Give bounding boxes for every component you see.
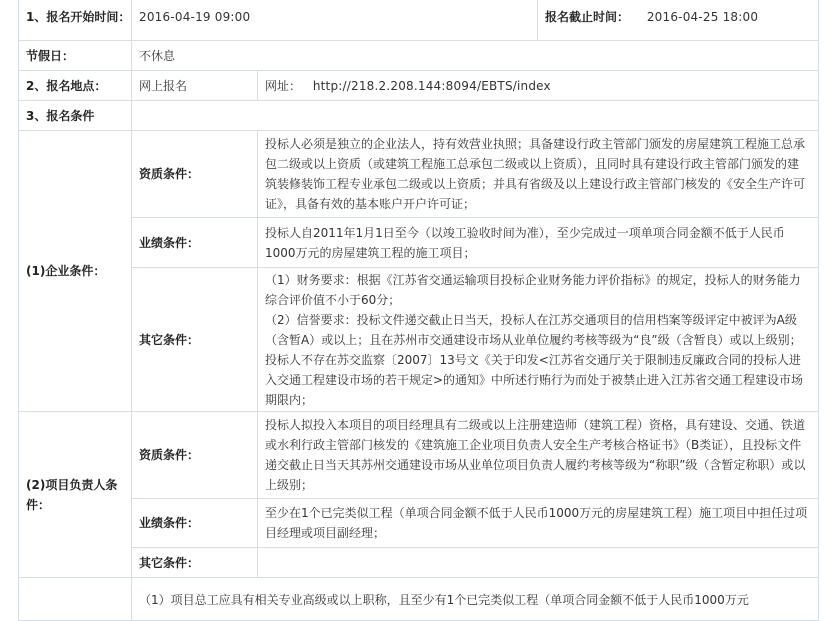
manager-performance-row bbox=[19, 499, 819, 548]
manager-qualification-row bbox=[19, 412, 819, 499]
manager-qualification-label: 资质条件： bbox=[132, 412, 258, 499]
enterprise-other-row bbox=[19, 268, 819, 412]
enterprise-conditions-label: (1)企业条件： bbox=[19, 131, 132, 412]
manager-other-label: 其它条件： bbox=[132, 548, 258, 578]
enterprise-qualification-label: 资质条件： bbox=[132, 131, 258, 218]
manager-other-row bbox=[19, 548, 819, 578]
enterprise-performance-label: 业绩条件： bbox=[132, 218, 258, 268]
cutoff-row bbox=[19, 578, 819, 621]
holiday-label: 节假日： bbox=[19, 41, 132, 71]
enterprise-other-label: 其它条件： bbox=[132, 268, 258, 412]
start-time-label: 1、报名开始时间： bbox=[19, 0, 132, 41]
registration-url: http://218.2.208.144:8094/EBTS/index bbox=[312, 78, 551, 93]
manager-qualification-text: 投标人拟投入本项目的项目经理具有二级或以上注册建造师（建筑工程）资格，具有建设、交通、铁道或水利行政主管部门核发的《建筑施工企业项目负责人安全生产考核合格证书》（B类证），且投标文件递交截止日当天其苏州交通建设市场从业单位项目负责人履约考核等级为“称职”级（含暂定称职）或以上级别； bbox=[258, 412, 819, 499]
end-time-label: 报名截止时间： bbox=[545, 10, 630, 24]
holiday-value: 不休息 bbox=[132, 41, 819, 71]
chief-engineer-requirement: （1）项目总工应具有相关专业高级或以上职称，且至少有1个已完类似工程（单项合同金额不低于人民币1000万元 bbox=[132, 578, 819, 621]
registration-time-row bbox=[19, 0, 819, 41]
url-label: 网址： bbox=[265, 78, 302, 93]
manager-conditions-label: (2)项目负责人条件： bbox=[19, 412, 132, 578]
holiday-row bbox=[19, 41, 819, 71]
enterprise-qualification-row bbox=[19, 131, 819, 218]
location-value: 网上报名 bbox=[132, 71, 258, 101]
manager-performance-label: 业绩条件： bbox=[132, 499, 258, 548]
registration-table bbox=[18, 0, 819, 621]
enterprise-performance-row bbox=[19, 218, 819, 268]
enterprise-qualification-text: 投标人必须是独立的企业法人，持有效营业执照；具备建设行政主管部门颁发的房屋建筑工程施工总承包二级或以上资质（或建筑工程施工总承包二级或以上资质），且同时具有建设行政主管部门颁发的建筑装修装饰工程专业承包二级或以上资质；并具有省级及以上建设行政主管部门核发的《安全生产许可证》，具备有效的基本账户开户许可证； bbox=[258, 131, 819, 218]
end-time-value: 2016-04-25 18:00 bbox=[646, 10, 759, 24]
enterprise-performance-text: 投标人自2011年1月1日至今（以竣工验收时间为准），至少完成过一项单项合同金额不低于人民币1000万元的房屋建筑工程的施工项目； bbox=[258, 218, 819, 268]
financial-requirement: （1）财务要求：根据《江苏省交通运输项目投标企业财务能力评价指标》的规定，投标人的财务能力综合评价值不小于60分； bbox=[265, 272, 801, 307]
conditions-label: 3、报名条件 bbox=[19, 101, 132, 131]
conditions-header-row bbox=[19, 101, 819, 131]
credit-requirement: （2）信誉要求：投标文件递交截止日当天，投标人在江苏交通项目的信用档案等级评定中被评为A级（含暂A）或以上；且在苏州市交通建设市场从业单位履约考核等级为“良”级（含暂良）或以上级别；投标人不存在苏交监察〔2007〕13号文《关于印发<江苏省交通厅关于限制违反廉政合同的投标人进入交通工程建设市场的若干规定>的通知》中所述行贿行为而处于被禁止进入江苏省交通工程建设市场期限内； bbox=[265, 312, 804, 407]
location-row bbox=[19, 71, 819, 101]
location-label: 2、报名地点： bbox=[19, 71, 132, 101]
start-time-value: 2016-04-19 09:00 bbox=[132, 0, 538, 41]
manager-performance-text: 至少在1个已完类似工程（单项合同金额不低于人民币1000万元的房屋建筑工程）施工项目中担任过项目经理或项目副经理； bbox=[258, 499, 819, 548]
